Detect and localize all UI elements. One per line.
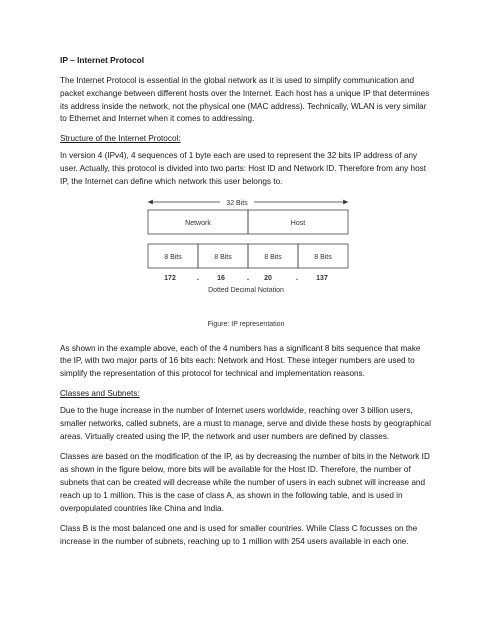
byte-label-4: 8 Bits [314, 253, 332, 261]
host-label: Host [290, 219, 306, 227]
network-label: Network [185, 219, 211, 227]
class-b-paragraph: Class B is the most balanced one and is used for smaller countries. While Class C focusses on the increase in the number of subnets, reaching up to 1 million with 254 users available in each one. [60, 524, 418, 547]
octet-separator-2: . [246, 272, 250, 282]
document-title: IP – Internet Protocol [60, 55, 145, 65]
octet-1: 172 [164, 274, 176, 282]
byte-label-2: 8 Bits [214, 253, 232, 261]
octet-separator-3: . [295, 272, 299, 282]
subnets-paragraph: Due to the huge increase in the number of Internet users worldwide, reaching over 3 billion users, smaller networks, called subnets, are a must to manage, serve and divide these hosts by geographical areas. Virtually created using the IP, the network and user numbers are defined by classes. [60, 405, 431, 441]
example-paragraph: As shown in the example above, each of the 4 numbers has a significant 8 bits sequence that make the IP, with two major parts of 16 bits each: Network and Host. These integer numbers are used to simplify the representation of this protocol for technical and implementation reasons. [60, 343, 421, 379]
ip-diagram [60, 197, 432, 319]
octet-separator-1: . [196, 272, 200, 282]
total-bits-label: 32 Bits [226, 199, 248, 207]
octet-4: 137 [316, 274, 328, 282]
intro-paragraph: The Internet Protocol is essential in the global network as it is used to simplify communication and packet exchange between different hosts over the Internet. Each host has a unique IP that determines its address inside the network, not the physical one (MAC address). Technically, WLAN is very similar to Ethernet and Internet when it comes to addressing. [60, 76, 430, 124]
structure-paragraph: In version 4 (IPv4), 4 sequences of 1 byte each are used to represent the 32 bits IP address of any user. Actually, this protocol is divided into two parts: Host ID and Network ID. Therefore from any host IP, the Internet can define which network this user belongs to. [60, 151, 427, 186]
notation-label: Dotted Decimal Notation [208, 286, 284, 294]
document-body [60, 55, 432, 557]
octet-2: 16 [217, 274, 225, 282]
structure-heading: Structure of the Internet Protocol: [60, 134, 181, 144]
figure-caption: Figure: IP representation [207, 320, 285, 328]
byte-label-1: 8 Bits [164, 253, 182, 261]
byte-label-3: 8 Bits [264, 253, 282, 261]
classes-heading: Classes and Subnets: [60, 388, 140, 398]
classes-paragraph: Classes are based on the modification of the IP, as by decreasing the number of bits in the Network ID as shown in the figure below, more bits will be available for the Host ID. Therefore, the number of subnets that can be created will decrease while the number of users in each subnet will increase and reach up to 1 million. This is the case of class A, as shown in the following table, and is used in overpopulated countries like China and India. [60, 452, 430, 513]
ip-figure [60, 197, 432, 335]
octet-3: 20 [264, 274, 272, 282]
